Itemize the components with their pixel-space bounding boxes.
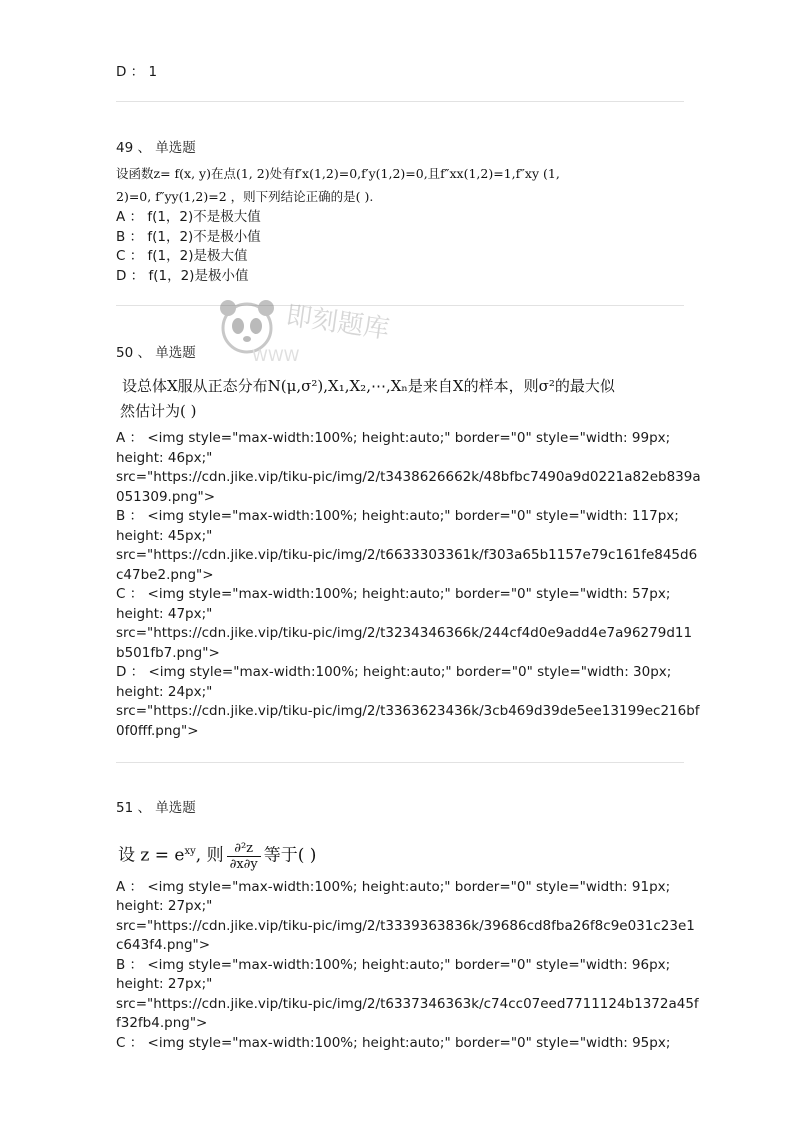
q50-option-line: height: 46px;" — [116, 450, 213, 466]
q51-option-line: A ： <img style="max-width:100%; height:auto;" border="0" style="width: 91px; — [116, 879, 671, 895]
q50-option-line: b501fb7.png"> — [116, 645, 220, 661]
q51-option-line: B ： <img style="max-width:100%; height:auto;" border="0" style="width: 96px; — [116, 957, 671, 973]
q51-option-line: src="https://cdn.jike.vip/tiku-pic/img/2/t3339363836k/39686cd8fba26f8c9e031c23e1 — [116, 918, 695, 934]
q51-partial-derivative-fraction — [227, 841, 261, 872]
q51-frac-numerator: ∂²z — [227, 841, 261, 857]
q49-stem-line2: 2)=0, f″yy(1,2)=2 ，则下列结论正确的是( ). — [116, 189, 374, 204]
q51-header: 51 、 单选题 — [116, 800, 196, 816]
q51-stem-exponent: xy — [184, 846, 196, 857]
q50-option-line: B ： <img style="max-width:100%; height:auto;" border="0" style="width: 117px; — [116, 508, 679, 524]
q50-option-line: src="https://cdn.jike.vip/tiku-pic/img/2/t3438626662k/48bfbc7490a9d0221a82eb839a — [116, 469, 701, 485]
watermark-text: 即刻题库 — [284, 300, 392, 346]
q51-option-line: C ： <img style="max-width:100%; height:auto;" border="0" style="width: 95px; — [116, 1035, 671, 1051]
q51-stem — [118, 832, 316, 876]
q50-option-line: C ： <img style="max-width:100%; height:auto;" border="0" style="width: 57px; — [116, 586, 671, 602]
divider — [116, 762, 684, 763]
q50-option-line: D ： <img style="max-width:100%; height:auto;" border="0" style="width: 30px; — [116, 664, 672, 680]
q49-option-c: C ： f(1，2)是极大值 — [116, 248, 248, 264]
q51-stem-suffix: 等于( ) — [263, 845, 317, 866]
q50-option-line: height: 24px;" — [116, 684, 213, 700]
q50-option-line: src="https://cdn.jike.vip/tiku-pic/img/2/t6633303361k/f303a65b1157e79c161fe845d6 — [116, 547, 698, 563]
q50-option-line: src="https://cdn.jike.vip/tiku-pic/img/2/t3363623436k/3cb469d39de5ee13199ec216bf — [116, 703, 700, 719]
q51-option-line: height: 27px;" — [116, 976, 213, 992]
q50-option-line: A ： <img style="max-width:100%; height:auto;" border="0" style="width: 99px; — [116, 430, 671, 446]
q49-option-a: A ： f(1，2)不是极大值 — [116, 209, 261, 225]
q50-option-line: src="https://cdn.jike.vip/tiku-pic/img/2/t3234346366k/244cf4d0e9add4e7a96279d11 — [116, 625, 693, 641]
q50-option-line: 0f0fff.png"> — [116, 723, 199, 739]
watermark — [212, 290, 442, 370]
q49-option-d: D ： f(1，2)是极小值 — [116, 268, 249, 284]
q51-option-line: height: 27px;" — [116, 898, 213, 914]
q50-option-line: c47be2.png"> — [116, 567, 214, 583]
q50-stem-line2: 然估计为( ) — [120, 402, 197, 420]
q50-option-line: height: 45px;" — [116, 528, 213, 544]
prev-option-d: D ： 1 — [116, 64, 158, 80]
q50-option-line: 051309.png"> — [116, 489, 216, 505]
q49-option-b: B ： f(1，2)不是极小值 — [116, 229, 261, 245]
q51-stem-mid: , 则 — [195, 845, 224, 866]
q49-stem-line1: 设函数z= f(x, y)在点(1, 2)处有f′x(1,2)=0,f′y(1,2)=0,且f″xx(1,2)=1,f″xy (1, — [116, 166, 560, 181]
q50-option-line: height: 47px;" — [116, 606, 213, 622]
q50-stem-line1: 设总体X服从正态分布N(μ,σ²),X₁,X₂,⋯,Xₙ是来自X的样本，则σ²的最大似 — [122, 377, 615, 395]
q51-option-line: f32fb4.png"> — [116, 1015, 208, 1031]
q51-frac-denominator: ∂x∂y — [229, 856, 258, 872]
q49-header: 49 、 单选题 — [116, 140, 196, 156]
watermark-sub: WWW — [252, 346, 300, 365]
q51-stem-prefix: 设 z = e — [118, 845, 185, 866]
q50-header: 50 、 单选题 — [116, 345, 196, 361]
q51-option-line: c643f4.png"> — [116, 937, 211, 953]
q51-option-line: src="https://cdn.jike.vip/tiku-pic/img/2/t6337346363k/c74cc07eed7711124b1372a45f — [116, 996, 699, 1012]
divider — [116, 101, 684, 102]
